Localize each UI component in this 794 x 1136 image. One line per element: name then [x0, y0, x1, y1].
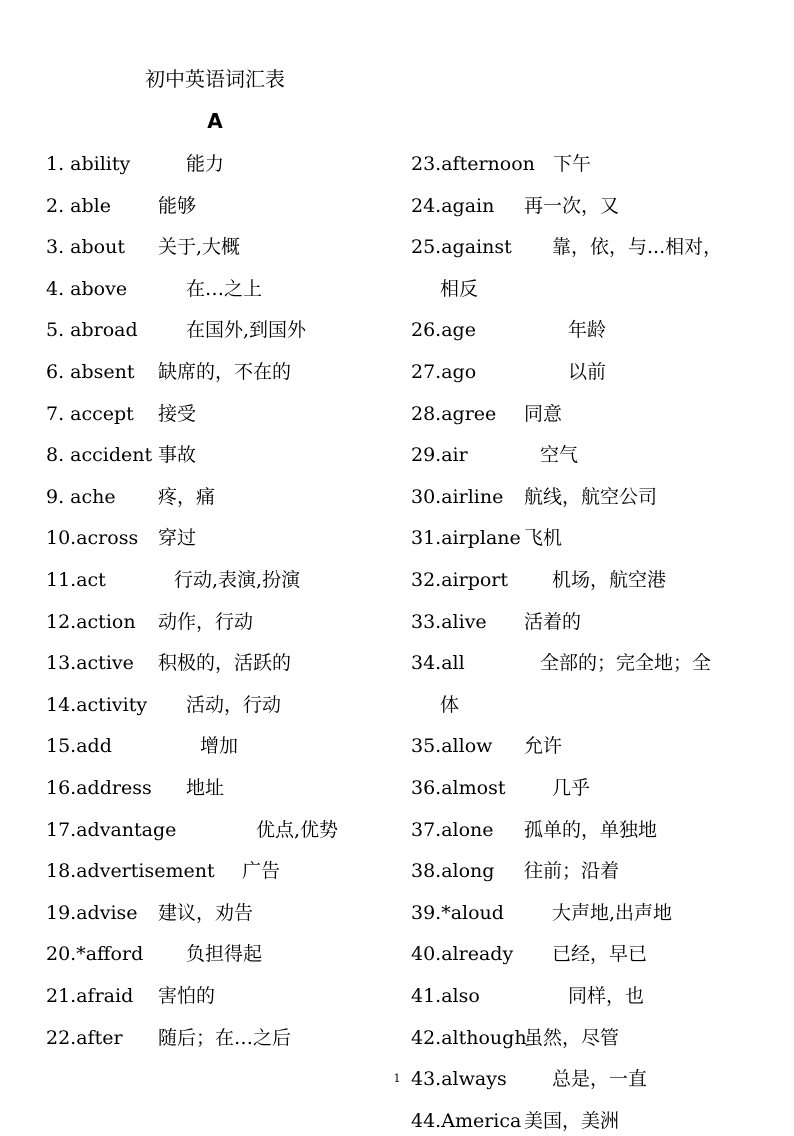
vocab-word: 19.advise	[46, 901, 138, 924]
vocab-definition: 能力	[186, 153, 225, 175]
vocab-word: 36.almost	[411, 777, 506, 799]
vocab-definition-continuation: 相反	[440, 277, 479, 300]
vocab-definition: 几乎	[552, 777, 591, 799]
vocab-word: 31.airplane	[411, 527, 521, 550]
vocab-definition: 以前	[568, 361, 607, 383]
vocab-word: 33.alive	[411, 610, 487, 633]
vocab-definition: 活动，行动	[186, 693, 282, 716]
vocab-definition: 行动,表演,扮演	[174, 569, 301, 591]
vocab-word: 23.afternoon	[411, 153, 535, 175]
vocab-word: 43.always	[411, 1068, 507, 1091]
page-title: 初中英语词汇表	[145, 67, 285, 91]
vocab-definition: 活着的	[524, 610, 582, 633]
vocab-word: 4. above	[46, 277, 128, 300]
vocab-definition: 害怕的	[158, 985, 216, 1007]
vocab-definition: 大声地,出声地	[552, 901, 673, 924]
vocab-word: 14.activity	[46, 693, 148, 716]
vocab-definition: 随后；在…之后	[158, 1026, 292, 1049]
vocab-definition: 同意	[524, 402, 563, 425]
vocab-word: 2. able	[46, 194, 111, 217]
vocab-word: 28.agree	[411, 402, 497, 425]
vocab-word: 13.active	[46, 652, 134, 675]
vocab-definition: 广告	[242, 860, 281, 883]
vocab-definition: 优点,优势	[256, 818, 339, 841]
vocab-word: 1. ability	[46, 153, 131, 175]
vocab-definition: 关于,大概	[158, 236, 241, 259]
vocab-definition: 空气	[540, 444, 579, 467]
vocab-word: 21.afraid	[46, 985, 134, 1007]
vocab-definition: 靠，依，与...相对，	[552, 236, 723, 259]
vocab-definition: 能够	[158, 194, 197, 217]
vocab-word: 42.although	[411, 1026, 527, 1049]
vocab-word: 11.act	[46, 569, 106, 591]
vocab-definition: 飞机	[524, 527, 563, 550]
vocab-definition: 增加	[200, 735, 239, 758]
vocab-definition: 航线，航空公司	[524, 485, 658, 508]
vocab-word: 44.America	[411, 1109, 522, 1132]
vocab-word: 34.all	[411, 652, 465, 675]
vocab-definition: 地址	[186, 777, 225, 799]
vocab-word: 25.against	[411, 236, 512, 259]
vocab-definition: 建议，劝告	[158, 901, 254, 924]
vocab-definition: 虽然，尽管	[524, 1026, 620, 1049]
vocab-definition: 孤单的，单独地	[524, 818, 658, 841]
vocab-word: 7. accept	[46, 402, 134, 425]
vocab-word: 37.alone	[411, 818, 494, 841]
section-letter: A	[207, 109, 223, 133]
vocab-word: 15.add	[46, 735, 112, 758]
vocab-word: 22.after	[46, 1026, 123, 1049]
vocab-word: 40.already	[411, 943, 514, 966]
vocab-definition: 往前；沿着	[524, 860, 620, 883]
vocab-word: 32.airport	[411, 569, 509, 591]
vocab-definition: 允许	[524, 735, 563, 758]
vocab-definition-continuation: 体	[440, 693, 460, 716]
vocab-definition: 事故	[158, 444, 197, 467]
vocab-word: 30.airline	[411, 485, 504, 508]
vocab-definition: 美国，美洲	[524, 1109, 620, 1132]
vocab-word: 27.ago	[411, 361, 477, 383]
vocab-word: 41.also	[411, 985, 480, 1007]
vocab-definition: 已经，早已	[552, 943, 648, 966]
vocab-definition: 积极的，活跃的	[158, 652, 292, 675]
vocab-word: 12.action	[46, 610, 136, 633]
vocab-definition: 动作，行动	[158, 610, 254, 633]
vocab-word: 18.advertisement	[46, 860, 215, 883]
vocab-definition: 同样，也	[568, 985, 645, 1007]
vocab-definition: 接受	[158, 402, 197, 425]
vocab-word: 20.*afford	[46, 943, 144, 966]
vocab-word: 5. abroad	[46, 319, 138, 342]
vocab-word: 10.across	[46, 527, 139, 550]
vocab-word: 29.air	[411, 444, 468, 467]
vocab-word: 35.allow	[411, 735, 493, 758]
vocab-definition: 在…之上	[186, 277, 263, 300]
vocab-word: 9. ache	[46, 485, 116, 508]
vocab-word: 6. absent	[46, 361, 135, 383]
vocab-definition: 穿过	[158, 527, 197, 550]
vocab-word: 38.along	[411, 860, 495, 883]
vocab-word: 8. accident	[46, 444, 153, 467]
vocab-definition: 全部的；完全地；全	[540, 652, 712, 675]
vocab-definition: 缺席的，不在的	[158, 361, 292, 383]
vocab-word: 16.address	[46, 777, 152, 799]
vocab-word: 24.again	[411, 194, 495, 217]
vocab-definition: 下午	[553, 153, 592, 175]
vocab-definition: 在国外,到国外	[186, 319, 307, 342]
vocab-word: 17.advantage	[46, 818, 177, 841]
vocab-definition: 总是，一直	[552, 1068, 648, 1091]
vocab-definition: 机场，航空港	[552, 569, 667, 591]
vocab-definition: 再一次，又	[524, 194, 620, 217]
vocab-definition: 年龄	[568, 319, 607, 342]
vocab-word: 39.*aloud	[411, 901, 504, 924]
vocab-word: 26.age	[411, 319, 476, 342]
vocab-definition: 疼，痛	[158, 485, 216, 508]
vocab-definition: 负担得起	[186, 943, 263, 966]
vocab-word: 3. about	[46, 236, 125, 259]
page-number: 1	[393, 1072, 401, 1085]
